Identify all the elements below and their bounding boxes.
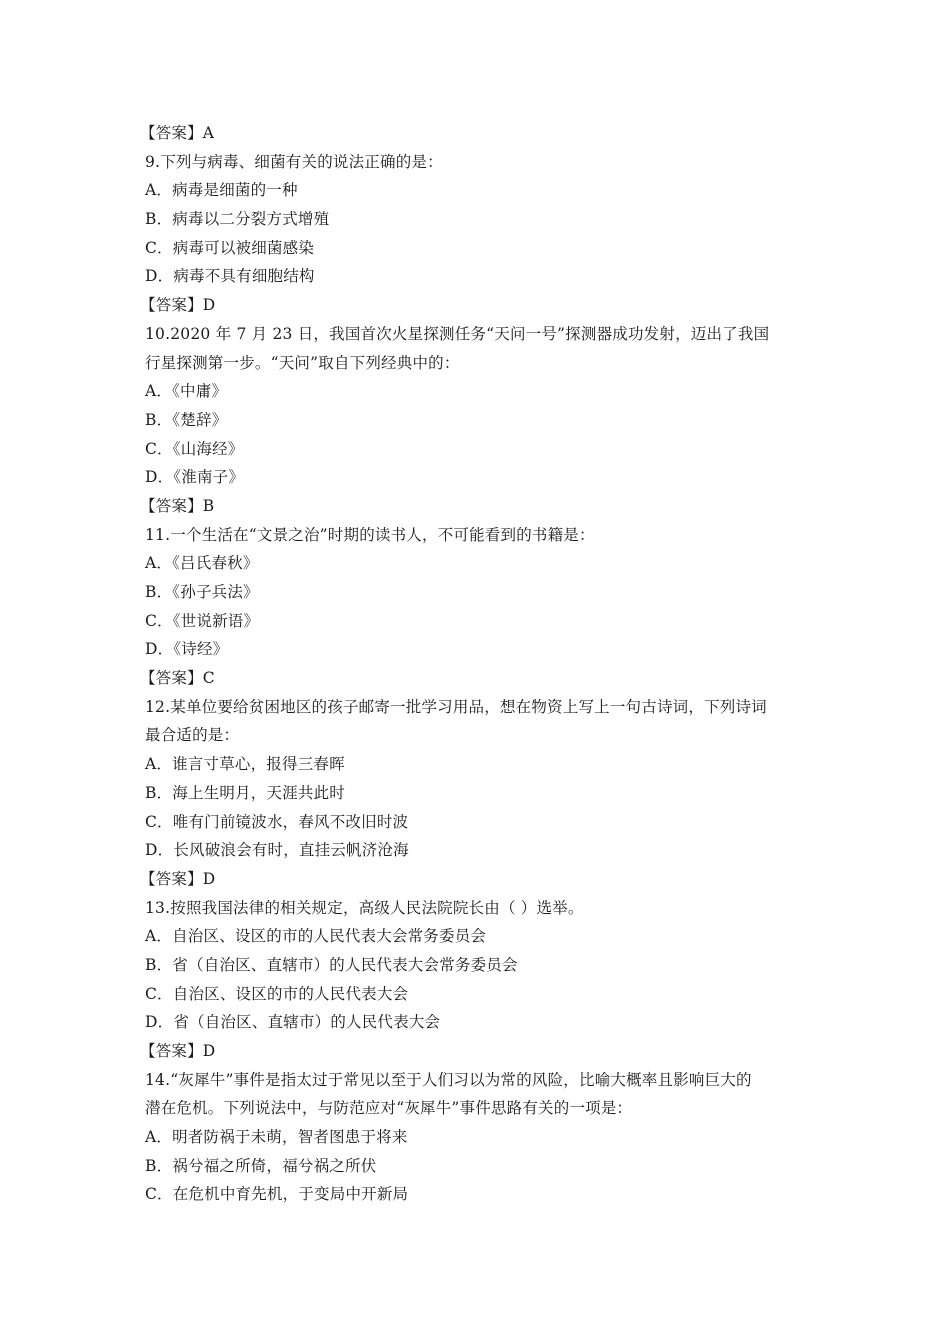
- question-line: 潜在危机。下列说法中，与防范应对“灰犀牛”事件思路有关的一项是：: [145, 1099, 633, 1118]
- document-content: [140, 119, 825, 1209]
- option-line: B．海上生明月，天涯共此时: [145, 783, 345, 802]
- option-line: D．《淮南子》: [145, 468, 245, 487]
- answer-line: 【答案】A: [140, 124, 215, 142]
- answer-line: 【答案】C: [140, 669, 215, 688]
- question-line: 9.下列与病毒、细菌有关的说法正确的是：: [145, 152, 443, 171]
- question-line: 14.“灰犀牛”事件是指太过于常见以至于人们习以为常的风险，比喻大概率且影响巨大的: [145, 1070, 752, 1089]
- option-line: D．长风破浪会有时，直挂云帆济沧海: [145, 841, 409, 860]
- option-line: B．病毒以二分裂方式增殖: [145, 210, 330, 229]
- question-line: 最合适的是：: [145, 726, 240, 745]
- option-line: C．《山海经》: [145, 439, 244, 458]
- option-line: D．病毒不具有细胞结构: [145, 267, 315, 286]
- answer-line: 【答案】D: [140, 869, 216, 888]
- option-line: A．病毒是细菌的一种: [145, 181, 298, 200]
- option-line: B．省（自治区、直辖市）的人民代表大会常务委员会: [145, 955, 518, 974]
- question-line: 12.某单位要给贫困地区的孩子邮寄一批学习用品，想在物资上写上一句古诗词，下列诗词: [145, 697, 767, 716]
- option-line: B．祸兮福之所倚，福兮祸之所伏: [145, 1156, 377, 1175]
- answer-line: 【答案】B: [140, 496, 215, 515]
- question-line: 13.按照我国法律的相关规定，高级人民法院院长由（ ）选举。: [145, 898, 584, 917]
- option-line: B．《孙子兵法》: [145, 583, 259, 601]
- option-line: C．唯有门前镜波水，春风不改旧时波: [145, 812, 409, 831]
- answer-line: 【答案】D: [140, 1042, 216, 1060]
- answer-line: 【答案】D: [140, 296, 216, 315]
- option-line: C．自治区、设区的市的人民代表大会: [145, 984, 409, 1003]
- option-line: C．《世说新语》: [145, 611, 260, 630]
- option-line: B．《楚辞》: [145, 410, 228, 429]
- option-line: A．谁言寸草心，报得三春晖: [145, 755, 345, 774]
- question-line: 10.2020 年 7 月 23 日，我国首次火星探测任务“天问一号”探测器成功发射，迈出了我国: [145, 324, 770, 343]
- option-line: A．《中庸》: [145, 382, 228, 401]
- option-line: D．《诗经》: [145, 640, 229, 659]
- option-line: C．在危机中育先机，于变局中开新局: [145, 1185, 409, 1204]
- option-line: C．病毒可以被细菌感染: [145, 238, 315, 257]
- option-line: A．《吕氏春秋》: [145, 554, 259, 573]
- option-line: A．明者防祸于未萌，智者图患于将来: [145, 1128, 408, 1147]
- option-line: A．自治区、设区的市的人民代表大会常务委员会: [145, 927, 487, 946]
- question-line: 11.一个生活在“文景之治”时期的读书人，不可能看到的书籍是：: [145, 525, 595, 544]
- option-line: D．省（自治区、直辖市）的人民代表大会: [145, 1013, 441, 1032]
- question-line: 行星探测第一步。“天问”取自下列经典中的：: [145, 353, 460, 372]
